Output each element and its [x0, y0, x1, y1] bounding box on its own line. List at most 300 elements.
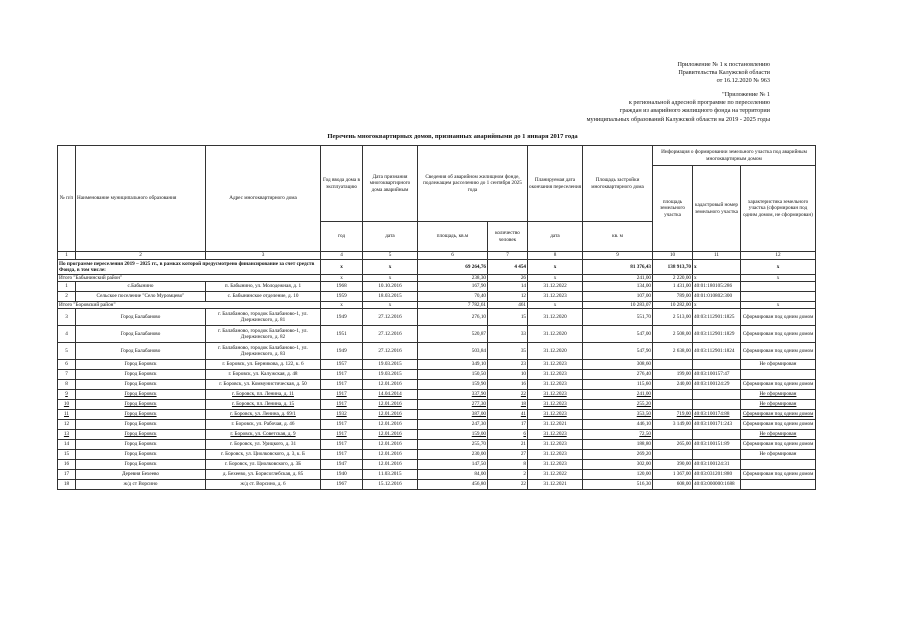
cell-c3: п. Бабынино, ул. Молодежная, д. 1 [206, 281, 321, 291]
col-municipality: Наименование муниципального образования [76, 146, 206, 252]
cell-c8: 31.12.2023 [528, 389, 583, 399]
cell-c9: 134,00 [583, 281, 653, 291]
col-number: 4 [321, 252, 363, 260]
cell-c11 [693, 449, 741, 459]
cell-c5: 15.12.2016 [363, 479, 418, 489]
cell-c11: 40:03:100124:31 [693, 459, 741, 469]
cell-c11: 40:03:112901:1829 [693, 325, 741, 342]
row-label: Итого "Боровский район" [58, 301, 321, 308]
cell-c5: 12.01.2016 [363, 439, 418, 449]
table-row [58, 389, 816, 399]
cell-c10: 10 282,00 [653, 301, 693, 308]
cell-c1: 1 [58, 281, 76, 291]
cell-c9: 276,40 [583, 369, 653, 379]
cell-c3: г. Боровск, ул. Калужская, д. 48 [206, 369, 321, 379]
section-total-row [58, 259, 816, 274]
cell-c3: г. Боровск, ул. Советская, д. 9 [206, 429, 321, 439]
cell-c7: 12 [488, 291, 528, 301]
cell-c10: 240,00 [653, 379, 693, 389]
cell-c2: Город Боровск [76, 389, 206, 399]
cell-c10: 390,00 [653, 459, 693, 469]
cell-c7: 2 [488, 469, 528, 479]
cell-c8: 31.12.2020 [528, 342, 583, 359]
cell-c2: Город Боровск [76, 409, 206, 419]
cell-c7: 33 [488, 325, 528, 342]
cell-c7: 6 [488, 429, 528, 439]
cell-c11: 40:03:100174:88 [693, 409, 741, 419]
cell-c6: 84,00 [418, 469, 488, 479]
cell-c8: 31.12.2023 [528, 379, 583, 389]
cell-c9: 81 376,43 [583, 259, 653, 274]
cell-c11 [693, 429, 741, 439]
cell-c2: Город Боровск [76, 359, 206, 369]
cell-c7: 21 [488, 439, 528, 449]
cell-c9: 516,30 [583, 479, 653, 489]
cell-c4: 1917 [321, 379, 363, 389]
cell-c10: 1 431,00 [653, 281, 693, 291]
cell-c1: 7 [58, 369, 76, 379]
cell-c6: 238,30 [418, 274, 488, 281]
district-total-row [58, 301, 816, 308]
cell-c7: 18 [488, 399, 528, 409]
cell-c5: 12.01.2016 [363, 419, 418, 429]
cell-c2: Город Боровск [76, 419, 206, 429]
cell-c11 [693, 389, 741, 399]
cell-c1: 12 [58, 419, 76, 429]
cell-c9: 107,00 [583, 291, 653, 301]
table-row [58, 291, 816, 301]
cell-c12: x [741, 274, 816, 281]
cell-c8: x [528, 259, 583, 274]
cell-c11: 40:03:100157:47 [693, 369, 741, 379]
cell-c9: 547,90 [583, 342, 653, 359]
cell-c12: Не сформирован [741, 429, 816, 439]
col-number: 12 [741, 252, 816, 260]
cell-c12 [741, 459, 816, 469]
cell-c6: 337,90 [418, 389, 488, 399]
cell-c7: 17 [488, 419, 528, 429]
cell-c9: 188,80 [583, 439, 653, 449]
cell-c2: Деревня Бехеево [76, 469, 206, 479]
cell-c8: 31.12.2023 [528, 409, 583, 419]
cell-c6: 456,80 [418, 479, 488, 489]
document-title: Перечень многоквартирных домов, признанных аварийными до 1 января 2017 года [327, 133, 578, 140]
cell-c7: 14 [488, 281, 528, 291]
cell-c6: 147,50 [418, 459, 488, 469]
cell-c8: x [528, 274, 583, 281]
cell-c6: 159,90 [418, 379, 488, 389]
cell-c12: x [741, 301, 816, 308]
cell-c4: 1917 [321, 449, 363, 459]
cell-c5: 27.12.2016 [363, 308, 418, 325]
unit-people: количество человек [488, 222, 528, 252]
cell-c7: 23 [488, 359, 528, 369]
cell-c1: 5 [58, 342, 76, 359]
cell-c8: 31.12.2023 [528, 291, 583, 301]
cell-c7: 461 [488, 301, 528, 308]
cell-c6: 7 782,61 [418, 301, 488, 308]
cell-c4: 1968 [321, 281, 363, 291]
cell-c1: 4 [58, 325, 76, 342]
cell-c5: 12.01.2016 [363, 449, 418, 459]
cell-c3: г. Боровск, ул. Урицкого, д. 31 [206, 439, 321, 449]
table-row [58, 419, 816, 429]
col-recognized: Дата признания многоквартирного дома аварийным [363, 146, 418, 222]
cell-c10: 719,00 [653, 409, 693, 419]
cell-c11: 40:01:180105:286 [693, 281, 741, 291]
cell-c5: x [363, 274, 418, 281]
cell-c2: Город Боровск [76, 449, 206, 459]
table-row [58, 469, 816, 479]
cell-c12 [741, 281, 816, 291]
cell-c11: 40:03:100124:29 [693, 379, 741, 389]
cell-c4: 1917 [321, 439, 363, 449]
cell-c4: 1917 [321, 419, 363, 429]
table-row [58, 399, 816, 409]
cell-c6: 69 264,76 [418, 259, 488, 274]
cell-c11: 40:03:100171:243 [693, 419, 741, 429]
cell-c3: г. Боровск, ул. Коммунистическая, д. 50 [206, 379, 321, 389]
cell-c7: 27 [488, 449, 528, 459]
cell-c4: x [321, 274, 363, 281]
cell-c9: 353,50 [583, 409, 653, 419]
cell-c5: 12.01.2016 [363, 399, 418, 409]
cell-c10: 199,00 [653, 369, 693, 379]
cell-c6: 255,70 [418, 439, 488, 449]
cell-c12: x [741, 259, 816, 274]
appendix-line: Приложение № 1 к постановлению [677, 61, 770, 68]
cell-c4: 1917 [321, 429, 363, 439]
cell-c9: 269,20 [583, 449, 653, 459]
cell-c5: 27.12.2016 [363, 325, 418, 342]
cell-c3: г. Боровск, ул. Берникова, д. 122, к. 6 [206, 359, 321, 369]
cell-c10: 1 367,00 [653, 469, 693, 479]
cell-c11: 40:03:000000:1688 [693, 479, 741, 489]
cell-c10: 2 638,00 [653, 342, 693, 359]
cell-c9: 255,20 [583, 399, 653, 409]
cell-c12: Сформирован под одним домом [741, 419, 816, 429]
cell-c1: 8 [58, 379, 76, 389]
cell-c1: 14 [58, 439, 76, 449]
table-row [58, 379, 816, 389]
cell-c7: 22 [488, 479, 528, 489]
cell-c5: 12.01.2016 [363, 409, 418, 419]
cell-c1: 17 [58, 469, 76, 479]
cell-c7: 41 [488, 409, 528, 419]
housing-table [57, 145, 816, 490]
cell-c5: 12.01.2016 [363, 379, 418, 389]
cell-c8: 31.12.2023 [528, 459, 583, 469]
cell-c12: Сформирован под одним домом [741, 439, 816, 449]
cell-c6: 276,10 [418, 308, 488, 325]
table-row [58, 281, 816, 291]
cell-c8: x [528, 301, 583, 308]
cell-c6: 277,30 [418, 399, 488, 409]
cell-c3: г. Боровск, ул. Рабочая, д. 46 [206, 419, 321, 429]
cell-c12: Не сформирован [741, 449, 816, 459]
cell-c9: 446,10 [583, 419, 653, 429]
table-row [58, 439, 816, 449]
cell-c9: 72,50 [583, 429, 653, 439]
cell-c5: 11.03.2015 [363, 469, 418, 479]
cell-c7: 10 [488, 369, 528, 379]
cell-c4: 1967 [321, 479, 363, 489]
cell-c11: x [693, 274, 741, 281]
cell-c12 [741, 291, 816, 301]
cell-c12: Не сформирован [741, 399, 816, 409]
cell-c7: 26 [488, 274, 528, 281]
cell-c10 [653, 449, 693, 459]
col-number: 1 [58, 252, 76, 260]
cell-c6: 159,00 [418, 429, 488, 439]
cell-c7: 22 [488, 389, 528, 399]
cell-c8: 31.12.2022 [528, 469, 583, 479]
cell-c2: ж/д ст Ворсино [76, 479, 206, 489]
cell-c5: 12.01.2016 [363, 429, 418, 439]
cell-c7: 8 [488, 459, 528, 469]
cell-c8: 31.12.2021 [528, 479, 583, 489]
row-label: По программе переселения 2019 – 2025 гг., в рамках которой предусмотрено финансирование за счет средств Фонда, в том числе: [58, 259, 321, 274]
cell-c9: 241,00 [583, 274, 653, 281]
cell-c3: г. Боровск, ул. Циолковского, д. 3Б [206, 459, 321, 469]
cell-c10: 138 913,70 [653, 259, 693, 274]
cell-c9: 120,00 [583, 469, 653, 479]
cell-c8: 31.12.2023 [528, 439, 583, 449]
cell-c8: 31.12.2020 [528, 325, 583, 342]
cell-c4: x [321, 301, 363, 308]
cell-c4: 1917 [321, 369, 363, 379]
cell-c2: Сельское поселение "Село Муромцево" [76, 291, 206, 301]
cell-c10 [653, 399, 693, 409]
col-number: 7 [488, 252, 528, 260]
cell-c4: 1917 [321, 389, 363, 399]
table-row [58, 409, 816, 419]
cell-c2: Город Балабаново [76, 342, 206, 359]
cell-c6: 247,30 [418, 419, 488, 429]
cell-c1: 15 [58, 449, 76, 459]
unit-area: площадь, кв.м [418, 222, 488, 252]
cell-c3: г. Боровск, ул. Ленина, д. 69/1 [206, 409, 321, 419]
cell-c10: 2 508,00 [653, 325, 693, 342]
col-number: 2 [76, 252, 206, 260]
cell-c10: 2 513,00 [653, 308, 693, 325]
cell-c10: 265,00 [653, 439, 693, 449]
cell-c8: 31.12.2023 [528, 429, 583, 439]
cell-c9: 308,60 [583, 359, 653, 369]
cell-c9: 115,60 [583, 379, 653, 389]
cell-c10 [653, 389, 693, 399]
appendix-header [677, 61, 770, 86]
cell-c11 [693, 399, 741, 409]
cell-c4: 1947 [321, 459, 363, 469]
cell-c6: 349,10 [418, 359, 488, 369]
cell-c6: 230,00 [418, 449, 488, 459]
col-number: 6 [418, 252, 488, 260]
col-number: 8 [528, 252, 583, 260]
col-planned: Планируемая дата окончания переселения [528, 146, 583, 222]
cell-c2: Город Боровск [76, 399, 206, 409]
cell-c11: 40:03:100151:89 [693, 439, 741, 449]
col-address: Адрес многоквартирного дома [206, 146, 321, 252]
table-row [58, 449, 816, 459]
cell-c3: ж/д ст. Ворсино, д. 6 [206, 479, 321, 489]
cell-c7: 4 454 [488, 259, 528, 274]
cell-c11: x [693, 301, 741, 308]
cell-c1: 2 [58, 291, 76, 301]
col-info: Сведения об аварийном жилищном фонде, подлежащем расселению до 1 сентября 2025 года [418, 146, 528, 222]
cell-c12: Сформирован под одним домом [741, 342, 816, 359]
cell-c11: 40:03:112901:1825 [693, 308, 741, 325]
col-num: № п/п [58, 146, 76, 252]
unit-date: дата [528, 222, 583, 252]
cell-c5: 12.01.2016 [363, 459, 418, 469]
cell-c3: г. Балабаново, городок Балабаново-1, ул. Дзержинского, д. 83 [206, 342, 321, 359]
col-number: 9 [583, 252, 653, 260]
cell-c11: 40:03:031201:880 [693, 469, 741, 479]
cell-c2: Город Боровск [76, 439, 206, 449]
cell-c2: Город Балабаново [76, 325, 206, 342]
row-label: Итого "Бабынинский район" [58, 274, 321, 281]
unit-date: дата [363, 222, 418, 252]
cell-c4: 1957 [321, 359, 363, 369]
cell-c10: 608,00 [653, 479, 693, 489]
district-total-row [58, 274, 816, 281]
cell-c3: г. Боровск, пл. Ленина, д. 11 [206, 389, 321, 399]
cell-c2: Город Боровск [76, 369, 206, 379]
cell-c5: 10.10.2016 [363, 281, 418, 291]
col-land: Информация о формировании земельного участка под аварийным многоквартирным домом [653, 146, 816, 166]
cell-c4: 1949 [321, 342, 363, 359]
cell-c8: 31.12.2023 [528, 359, 583, 369]
cell-c3: д. Бехеево, ул. Борисоглебская, д. 85 [206, 469, 321, 479]
table-row [58, 479, 816, 489]
cell-c12: Не сформирован [741, 359, 816, 369]
cell-c11: 40:03:112901:1824 [693, 342, 741, 359]
cell-c2: Город Боровск [76, 459, 206, 469]
cell-c4: 1932 [321, 409, 363, 419]
cell-c3: г. Боровск, ул. Циолковского, д. 3, к. Б [206, 449, 321, 459]
cell-c6: 167,90 [418, 281, 488, 291]
col-number: 3 [206, 252, 321, 260]
cell-c1: 6 [58, 359, 76, 369]
cell-c10 [653, 359, 693, 369]
cell-c12: Сформирован под одним домом [741, 469, 816, 479]
appendix-line: к региональной адресной программе по переселению [628, 99, 770, 107]
cell-c5: x [363, 259, 418, 274]
cell-c4: 1940 [321, 469, 363, 479]
cell-c3: г. Балабаново, городок Балабаново-1, ул. Дзержинского, д. 82 [206, 325, 321, 342]
cell-c8: 31.12.2020 [528, 308, 583, 325]
cell-c9: 547,00 [583, 325, 653, 342]
cell-c1: 13 [58, 429, 76, 439]
cell-c10: 789,00 [653, 291, 693, 301]
cell-c8: 31.12.2021 [528, 419, 583, 429]
cell-c2: Город Боровск [76, 379, 206, 389]
cell-c9: 551,70 [583, 308, 653, 325]
cell-c12: Сформирован под одним домом [741, 409, 816, 419]
cell-c10: 2 220,00 [653, 274, 693, 281]
cell-c8: 31.12.2022 [528, 281, 583, 291]
appendix-line: Правительства Калужской области [678, 69, 770, 77]
appendix-line: муниципальных образований Калужской области на 2019 - 2025 годы [586, 115, 770, 123]
cell-c12: Сформирован под одним домом [741, 379, 816, 389]
cell-c4: x [321, 259, 363, 274]
table-row [58, 325, 816, 342]
cell-c6: 503,84 [418, 342, 488, 359]
cell-c7: 35 [488, 342, 528, 359]
table-row [58, 308, 816, 325]
cell-c5: 27.12.2016 [363, 342, 418, 359]
cell-c10: 3 149,00 [653, 419, 693, 429]
cell-c12: Сформирован под одним домом [741, 325, 816, 342]
col-land-area: площадь земельного участка [653, 166, 693, 252]
cell-c5: 18.03.2015 [363, 291, 418, 301]
table-row [58, 429, 816, 439]
cell-c12 [741, 369, 816, 379]
col-year: Год ввода дома в эксплуатацию [321, 146, 363, 222]
col-cadastral: кадастровый номер земельного участка [693, 166, 741, 252]
cell-c7: 15 [488, 308, 528, 325]
cell-c3: с. Бабынинское отделение, д. 10 [206, 291, 321, 301]
cell-c4: 1949 [321, 308, 363, 325]
cell-c2: Город Балабаново [76, 308, 206, 325]
cell-c2: с.Бабынино [76, 281, 206, 291]
table-row [58, 369, 816, 379]
table-body [58, 259, 816, 489]
cell-c3: г. Боровск, пл. Ленина, д. 15 [206, 399, 321, 409]
cell-c10 [653, 429, 693, 439]
table-row [58, 342, 816, 359]
appendix-line: от 16.12.2020 № 963 [716, 77, 770, 85]
cell-c6: 387,00 [418, 409, 488, 419]
cell-c1: 9 [58, 389, 76, 399]
cell-c1: 10 [58, 399, 76, 409]
unit-year: год [321, 222, 363, 252]
cell-c11 [693, 359, 741, 369]
cell-c4: 1917 [321, 399, 363, 409]
cell-c9: 10 283,07 [583, 301, 653, 308]
cell-c8: 31.12.2023 [528, 399, 583, 409]
col-area-building: Площадь застройки многоквартирного дома [583, 146, 653, 222]
cell-c1: 11 [58, 409, 76, 419]
appendix-line: "Приложение № 1 [722, 91, 770, 98]
cell-c3: г. Балабаново, городок Балабаново-1, ул. Дзержинского, д. 81 [206, 308, 321, 325]
cell-c1: 16 [58, 459, 76, 469]
cell-c7: 16 [488, 379, 528, 389]
cell-c5: x [363, 301, 418, 308]
cell-c6: 150,50 [418, 369, 488, 379]
cell-c1: 3 [58, 308, 76, 325]
cell-c6: 70,40 [418, 291, 488, 301]
cell-c11: x [693, 259, 741, 274]
cell-c9: 241,00 [583, 389, 653, 399]
cell-c9: 302,00 [583, 459, 653, 469]
program-appendix-header [587, 91, 770, 124]
cell-c2: Город Боровск [76, 429, 206, 439]
cell-c1: 18 [58, 479, 76, 489]
cell-c4: 1959 [321, 291, 363, 301]
col-number: 5 [363, 252, 418, 260]
col-number: 10 [653, 252, 693, 260]
cell-c5: 19.03.2015 [363, 369, 418, 379]
table-row [58, 359, 816, 369]
cell-c8: 31.12.2023 [528, 369, 583, 379]
cell-c8: 31.12.2023 [528, 449, 583, 459]
cell-c11: 40:01:010802:300 [693, 291, 741, 301]
col-characteristic: характеристика земельного участка (сформирован под одним домом, не сформирован) [741, 166, 816, 252]
cell-c5: 19.03.2015 [363, 359, 418, 369]
cell-c12: Сформирован под одним домом [741, 308, 816, 325]
